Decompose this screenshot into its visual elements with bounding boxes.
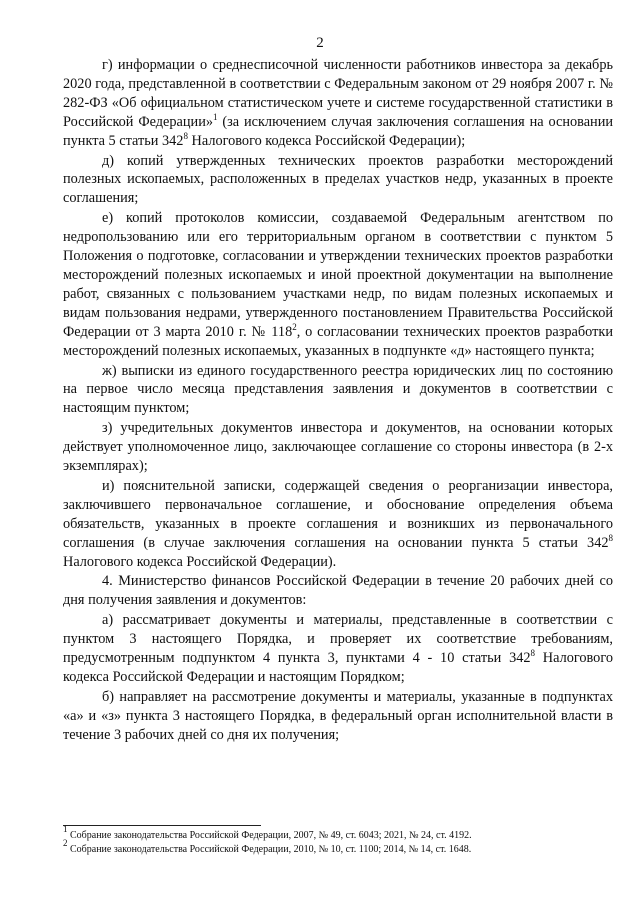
paragraph-e-text-1: е) копий протоколов комиссии, создаваемой Федеральным агентством по недропользованию или его территориальным органом в соответствии с пунктом 5 Положения о подготовке, согласовании и утверждении технических проектов разработки месторождений полезных ископаемых и иной проектной документации на выполнение работ, связанных с пользованием участками недр, по видам полезных ископаемых и видам пользования недрами, утвержденного постановлением Правительства Российской Федерации от 3 марта 2010 г. № 118 xyxy=(63,210,613,340)
footnote-mark: 2 xyxy=(63,838,68,848)
article-superscript: 8 xyxy=(530,648,536,659)
document-body xyxy=(63,56,613,745)
paragraph-point-4-b: б) направляет на рассмотрение документы и материалы, указанные в подпунктах «а» и «з» пункта 3 настоящего Порядка, в федеральный орган исполнительной власти в течение 3 рабочих дней со дня их получения; xyxy=(63,688,613,743)
paragraph-e-text-2: , о согласовании технических проектов разработки месторождений полезных ископаемых, указанных в подпункте «д» настоящего пункта; xyxy=(63,323,613,359)
paragraph-point-4-a xyxy=(63,611,613,687)
footnote-separator xyxy=(63,825,261,826)
paragraph-i-text-2: Налогового кодекса Российской Федерации). xyxy=(63,553,337,570)
paragraph-g-text-3: Налогового кодекса Российской Федерации); xyxy=(187,132,466,149)
paragraph-d: д) копий утвержденных технических проектов разработки месторождений полезных ископаемых, расположенных в пределах участков недр, указанных в проекте соглашения; xyxy=(63,152,613,207)
footnotes xyxy=(63,824,613,857)
paragraph-g-text-2: (за исключением случая заключения соглашения на основании пункта 5 статьи 342 xyxy=(63,113,613,149)
footnote-text: Собрание законодательства Российской Федерации, 2007, № 49, ст. 6043; 2021, № 24, ст. 4192. xyxy=(67,830,472,841)
paragraph-z: з) учредительных документов инвестора и документов, на основании которых действует уполномоченное лицо, заключающее соглашение со стороны инвестора (в 2-х экземплярах); xyxy=(63,420,613,475)
paragraph-i xyxy=(63,477,613,572)
paragraph-e xyxy=(63,209,613,360)
paragraph-i-text-1: и) пояснительной записки, содержащей сведения о реорганизации инвестора, заключившего первоначальное соглашение, и обоснование определения объема обязательств, указанных в проекте соглашения и возникших из первоначального соглашения (в случае заключения соглашения на основании пункта 5 статьи 342 xyxy=(63,477,613,551)
paragraph-4a-text-2: Налогового кодекса Российской Федерации и настоящим Порядком; xyxy=(63,650,613,685)
footnote-ref-1: 1 xyxy=(213,111,218,122)
paragraph-4a-text-1: а) рассматривает документы и материалы, представленные в соответствии с пунктом 3 настоящего Порядка, и проверяет их соответствие требованиям, предусмотренным подпунктом 4 пункта 3, пунктами 4 - 10 статьи 342 xyxy=(63,612,613,667)
footnote-mark: 1 xyxy=(63,824,68,834)
article-superscript: 8 xyxy=(608,532,613,543)
page-number: 2 xyxy=(316,35,324,51)
paragraph-g-text-1: г) информации о среднесписочной численности работников инвестора за декабрь 2020 года, представленной в соответствии с Федеральным законом от 29 ноября 2007 г. № 282-ФЗ «Об официальном статистическом учете и системе государственной статистики в Российской Федерации» xyxy=(63,57,613,130)
article-superscript: 8 xyxy=(183,130,188,141)
footnote-ref-2: 2 xyxy=(292,321,297,332)
paragraph-point-4: 4. Министерство финансов Российской Федерации в течение 20 рабочих дней со дня получения заявления и документов: xyxy=(63,573,613,609)
paragraph-g xyxy=(63,56,613,151)
footnote-2 xyxy=(63,838,613,857)
footnote-text: Собрание законодательства Российской Федерации, 2010, № 10, ст. 1100; 2014, № 14, ст. 1648. xyxy=(67,844,472,855)
footnote-1 xyxy=(63,824,613,843)
paragraph-zh: ж) выписки из единого государственного реестра юридических лиц по состоянию на первое число месяца представления заявления и документов в соответствии с настоящим пунктом; xyxy=(63,362,613,417)
